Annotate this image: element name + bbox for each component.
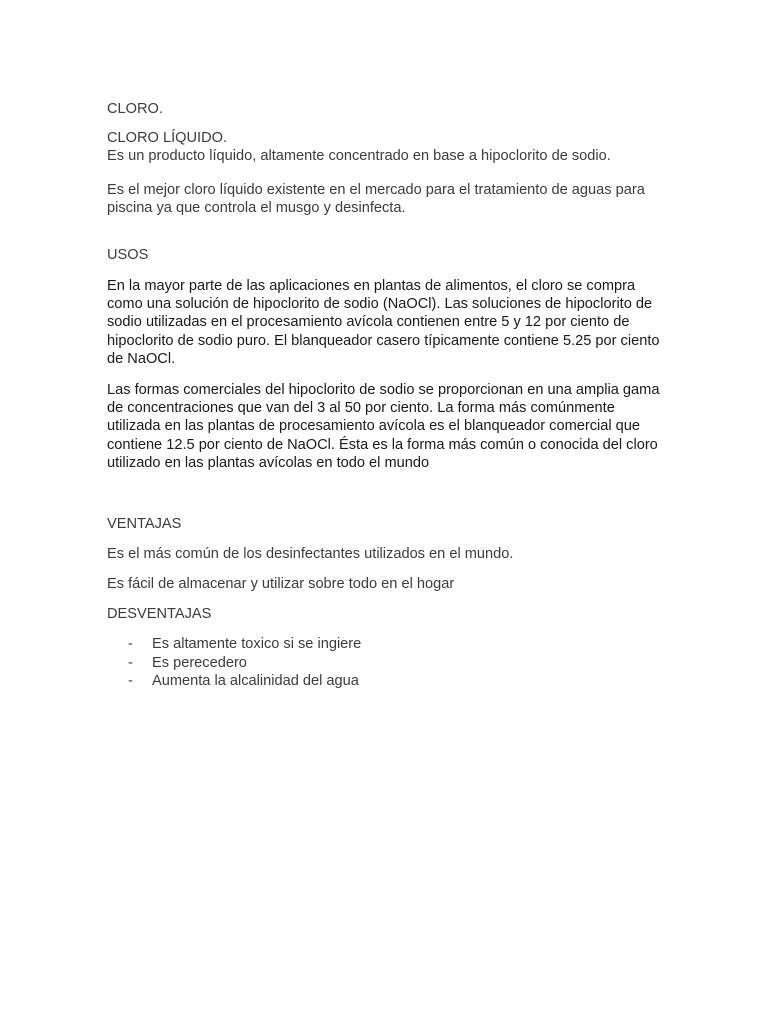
list-item-text: Es perecedero — [152, 654, 247, 671]
section-heading-ventajas: VENTAJAS — [107, 516, 182, 532]
list-item-text: Aumenta la alcalinidad del agua — [152, 673, 359, 690]
list-item — [107, 672, 361, 691]
document-title: CLORO. — [107, 101, 163, 117]
ventajas-item-1: Es el más común de los desinfectantes utilizados en el mundo. — [107, 546, 514, 562]
intro-paragraph: Es un producto líquido, altamente concentrado en base a hipoclorito de sodio. — [107, 148, 611, 164]
bullet-dash: - — [128, 654, 133, 671]
list-item-text: Es altamente toxico si se ingiere — [152, 636, 362, 652]
usos-paragraph-2: Las formas comerciales del hipoclorito de sodio se proporcionan en una amplia gama de concentraciones que van del 3 al 50 por ciento. La forma más comúnmente utilizada en las plantas de procesamiento avícola es el blanqueador comercial que contiene 12.5 por ciento de NaOCl. Ésta es la forma más común o conocida del cloro utilizado en las plantas avícolas en todo el mundo — [107, 382, 660, 471]
section-heading-usos: USOS — [107, 247, 149, 263]
bullet-dash: - — [128, 636, 133, 652]
description-paragraph: Es el mejor cloro líquido existente en el mercado para el tratamiento de aguas para piscina ya que controla el musgo y desinfecta. — [107, 182, 645, 217]
bullet-dash: - — [128, 673, 133, 690]
section-heading-desventajas: DESVENTAJAS — [107, 606, 212, 622]
list-item — [107, 635, 361, 654]
list-item — [107, 654, 361, 673]
desventajas-list — [107, 635, 361, 691]
section-heading-cloro-liquido: CLORO LÍQUIDO. — [107, 130, 228, 146]
ventajas-item-2: Es fácil de almacenar y utilizar sobre todo en el hogar — [107, 576, 455, 592]
usos-paragraph-1: En la mayor parte de las aplicaciones en plantas de alimentos, el cloro se compra como una solución de hipoclorito de sodio (NaOCl). Las soluciones de hipoclorito de sodio utilizadas en el procesamiento avícola contienen entre 5 y 12 por ciento de hipoclorito de sodio puro. El blanqueador casero típicamente contiene 5.25 por ciento de NaOCl. — [107, 278, 660, 367]
